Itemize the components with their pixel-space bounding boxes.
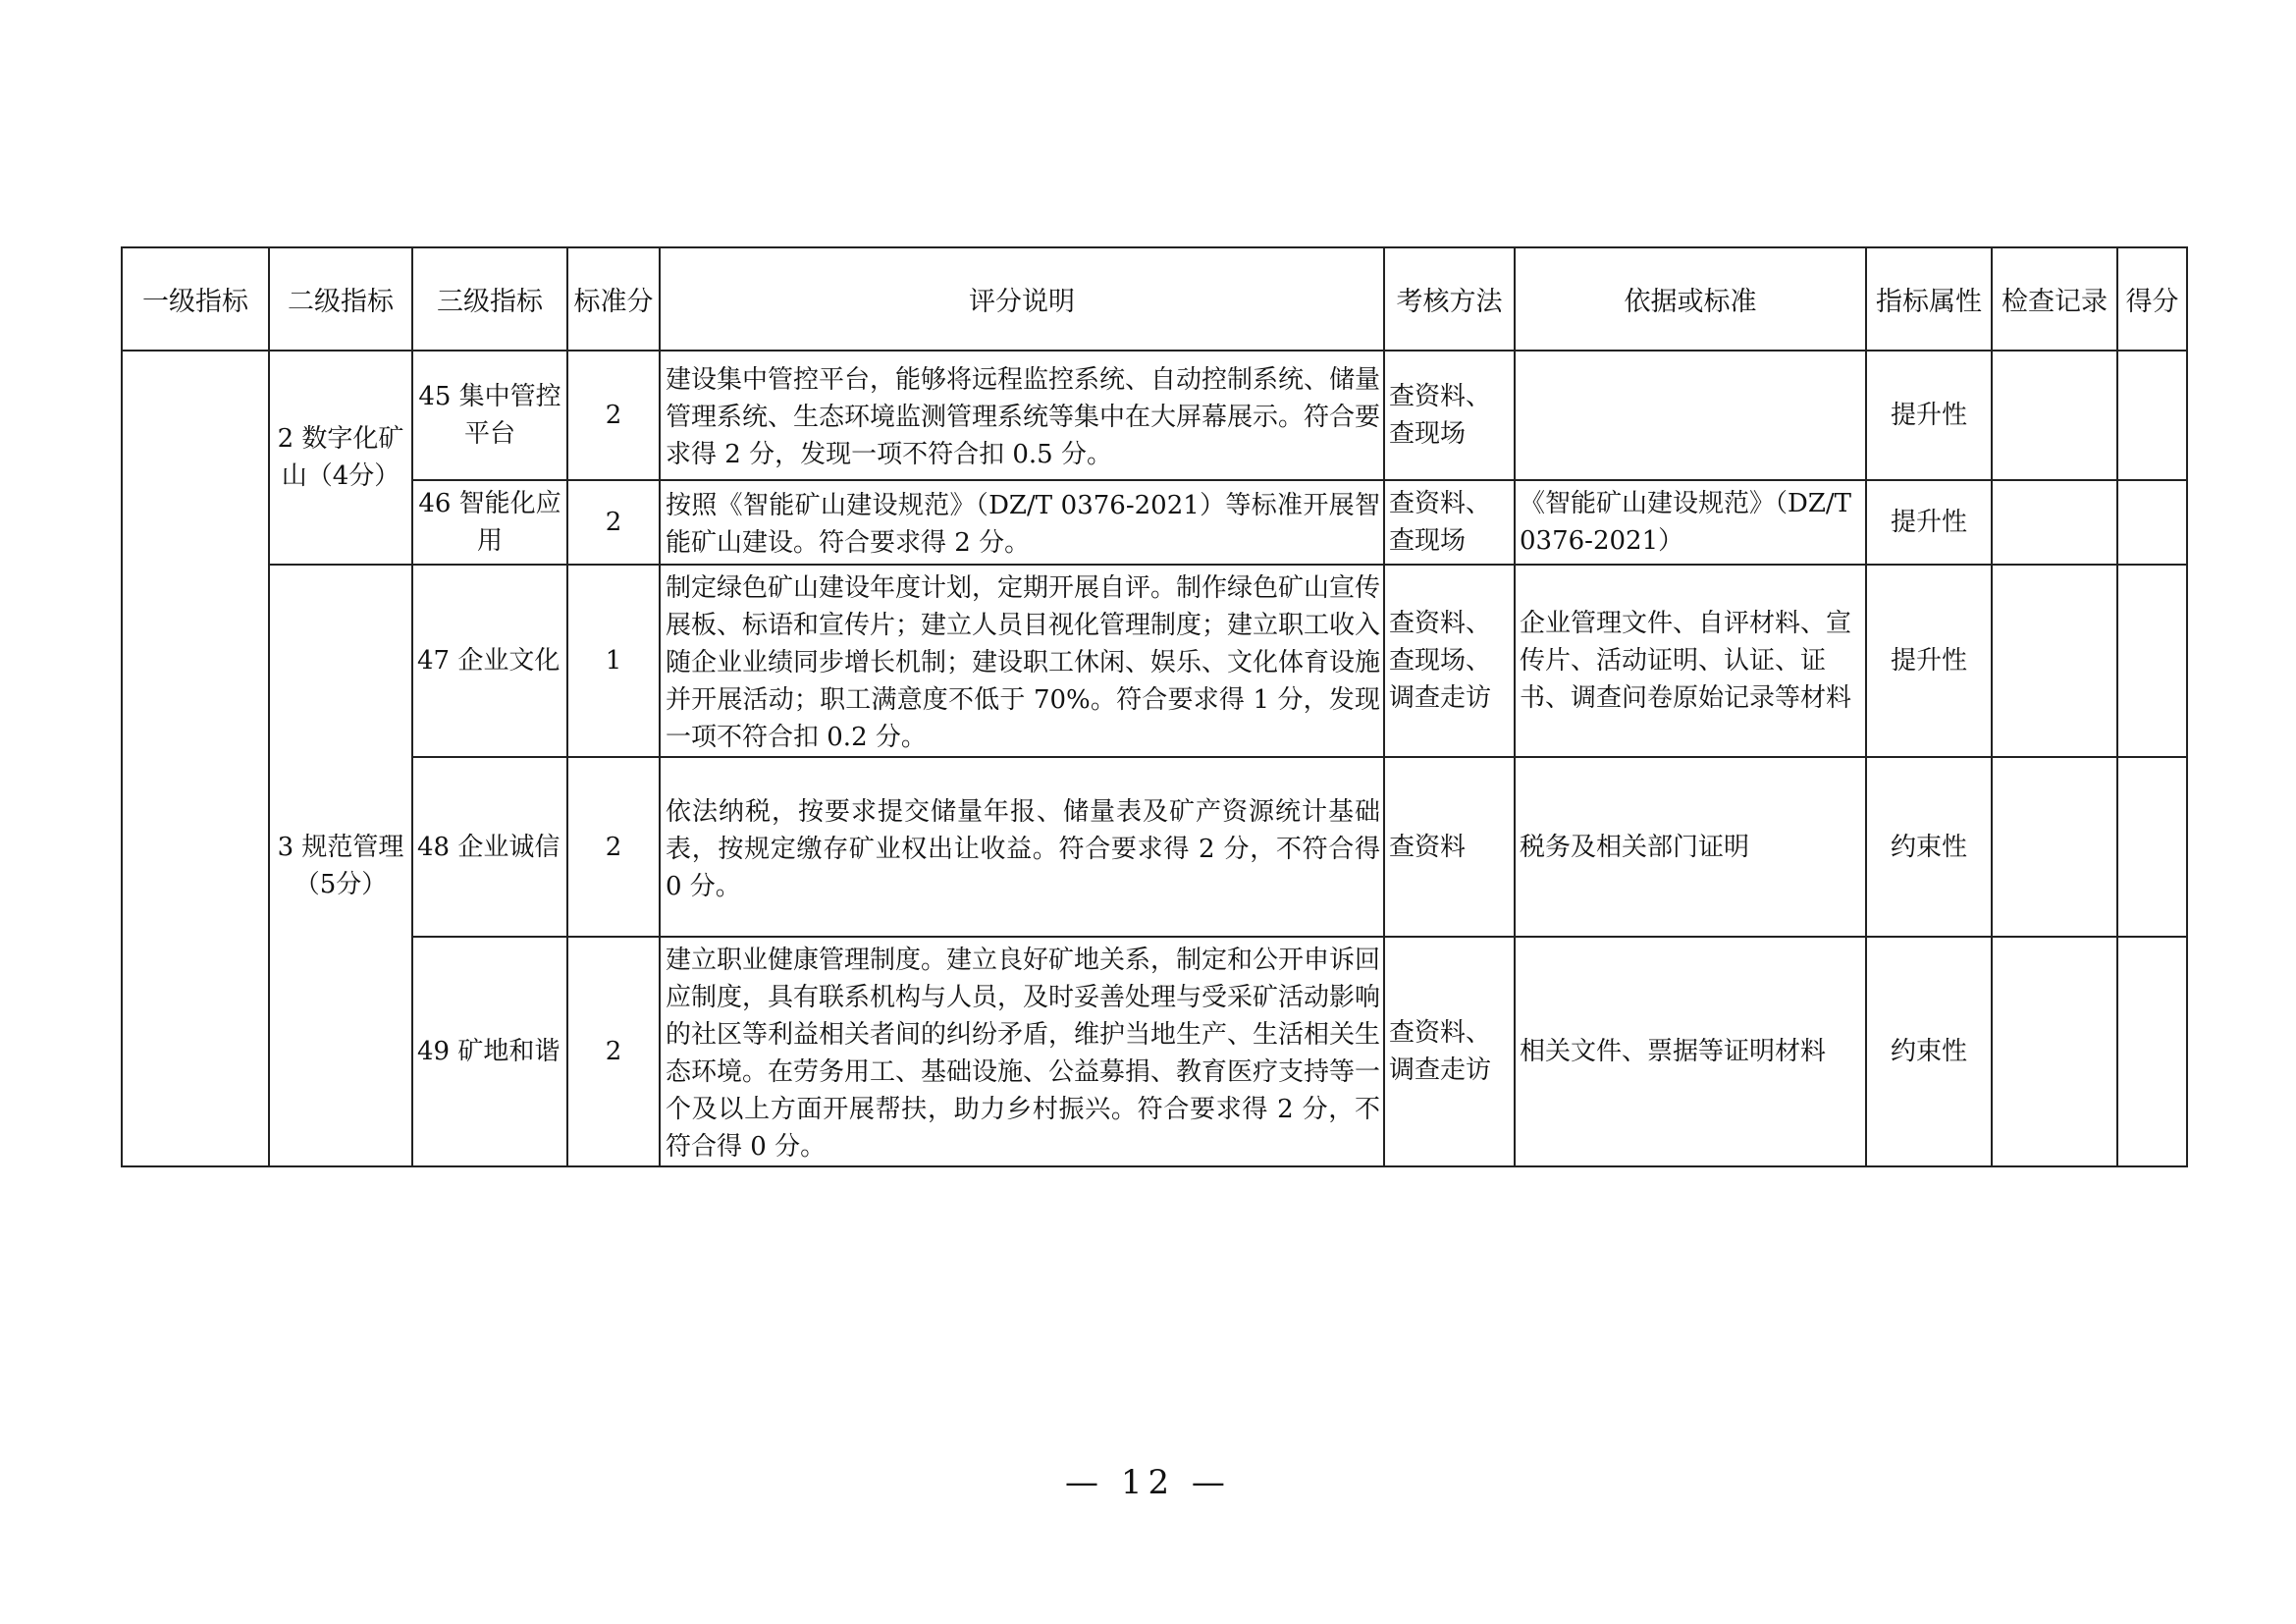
item-description: 制定绿色矿山建设年度计划，定期开展自评。制作绿色矿山宣传展板、标语和宣传片；建立人员目视化管理制度；建立职工收入随企业业绩同步增长机制；建设职工休闲、娱乐、文化体育设施并开展活动；职工满意度不低于 70%。符合要求得 1 分，发现一项不符合扣 0.2 分。 [660,565,1384,757]
header-basis: 依据或标准 [1515,247,1866,351]
evaluation-table [121,246,2188,1167]
item-basis: 企业管理文件、自评材料、宣传片、活动证明、认证、证书、调查问卷原始记录等材料 [1515,565,1866,757]
header-attribute: 指标属性 [1866,247,1992,351]
table-header-row [122,247,2187,351]
table-row [122,351,2187,480]
header-level1: 一级指标 [122,247,269,351]
header-record: 检查记录 [1992,247,2117,351]
item-record-cell[interactable] [1992,565,2117,757]
item-record-cell[interactable] [1992,351,2117,480]
item-score: 1 [567,565,660,757]
level1-cell [122,351,269,1166]
header-level3: 三级指标 [412,247,567,351]
page-number: — 12 — [1065,1463,1231,1502]
header-description: 评分说明 [660,247,1384,351]
item-attribute: 提升性 [1866,565,1992,757]
item-score: 2 [567,937,660,1166]
item-basis: 相关文件、票据等证明材料 [1515,937,1866,1166]
item-score: 2 [567,757,660,937]
item-basis: 《智能矿山建设规范》（DZ/T 0376-2021） [1515,480,1866,565]
item-attribute: 约束性 [1866,937,1992,1166]
item-basis: 税务及相关部门证明 [1515,757,1866,937]
group-digital-mine: 2 数字化矿山（4分） [269,351,412,565]
item-method: 查资料、查现场 [1384,480,1515,565]
item-method: 查资料 [1384,757,1515,937]
item-result-cell[interactable] [2117,757,2187,937]
item-name: 48 企业诚信 [412,757,567,937]
item-score: 2 [567,351,660,480]
item-description: 建立职业健康管理制度。建立良好矿地关系，制定和公开申诉回应制度，具有联系机构与人员，及时妥善处理与受采矿活动影响的社区等利益相关者间的纠纷矛盾，维护当地生产、生活相关生态环境。在劳务用工、基础设施、公益募捐、教育医疗支持等一个及以上方面开展帮扶，助力乡村振兴。符合要求得 2 分，不符合得 0 分。 [660,937,1384,1166]
item-result-cell[interactable] [2117,351,2187,480]
item-attribute: 提升性 [1866,480,1992,565]
group-standard-management: 3 规范管理（5分） [269,565,412,1166]
header-result: 得分 [2117,247,2187,351]
header-level2: 二级指标 [269,247,412,351]
item-method: 查资料、调查走访 [1384,937,1515,1166]
item-attribute: 提升性 [1866,351,1992,480]
item-attribute: 约束性 [1866,757,1992,937]
item-basis [1515,351,1866,480]
table-row [122,480,2187,565]
header-method: 考核方法 [1384,247,1515,351]
table-row [122,757,2187,937]
item-score: 2 [567,480,660,565]
item-name: 47 企业文化 [412,565,567,757]
item-description: 建设集中管控平台，能够将远程监控系统、自动控制系统、储量管理系统、生态环境监测管理系统等集中在大屏幕展示。符合要求得 2 分，发现一项不符合扣 0.5 分。 [660,351,1384,480]
item-name: 45 集中管控平台 [412,351,567,480]
item-name: 49 矿地和谐 [412,937,567,1166]
item-record-cell[interactable] [1992,757,2117,937]
item-name: 46 智能化应用 [412,480,567,565]
item-result-cell[interactable] [2117,565,2187,757]
item-record-cell[interactable] [1992,937,2117,1166]
item-result-cell[interactable] [2117,937,2187,1166]
header-score: 标准分 [567,247,660,351]
item-method: 查资料、查现场、调查走访 [1384,565,1515,757]
item-method: 查资料、查现场 [1384,351,1515,480]
item-record-cell[interactable] [1992,480,2117,565]
item-description: 依法纳税，按要求提交储量年报、储量表及矿产资源统计基础表，按规定缴存矿业权出让收益。符合要求得 2 分，不符合得 0 分。 [660,757,1384,937]
item-result-cell[interactable] [2117,480,2187,565]
item-description: 按照《智能矿山建设规范》（DZ/T 0376-2021）等标准开展智能矿山建设。符合要求得 2 分。 [660,480,1384,565]
table-row [122,565,2187,757]
table-row [122,937,2187,1166]
